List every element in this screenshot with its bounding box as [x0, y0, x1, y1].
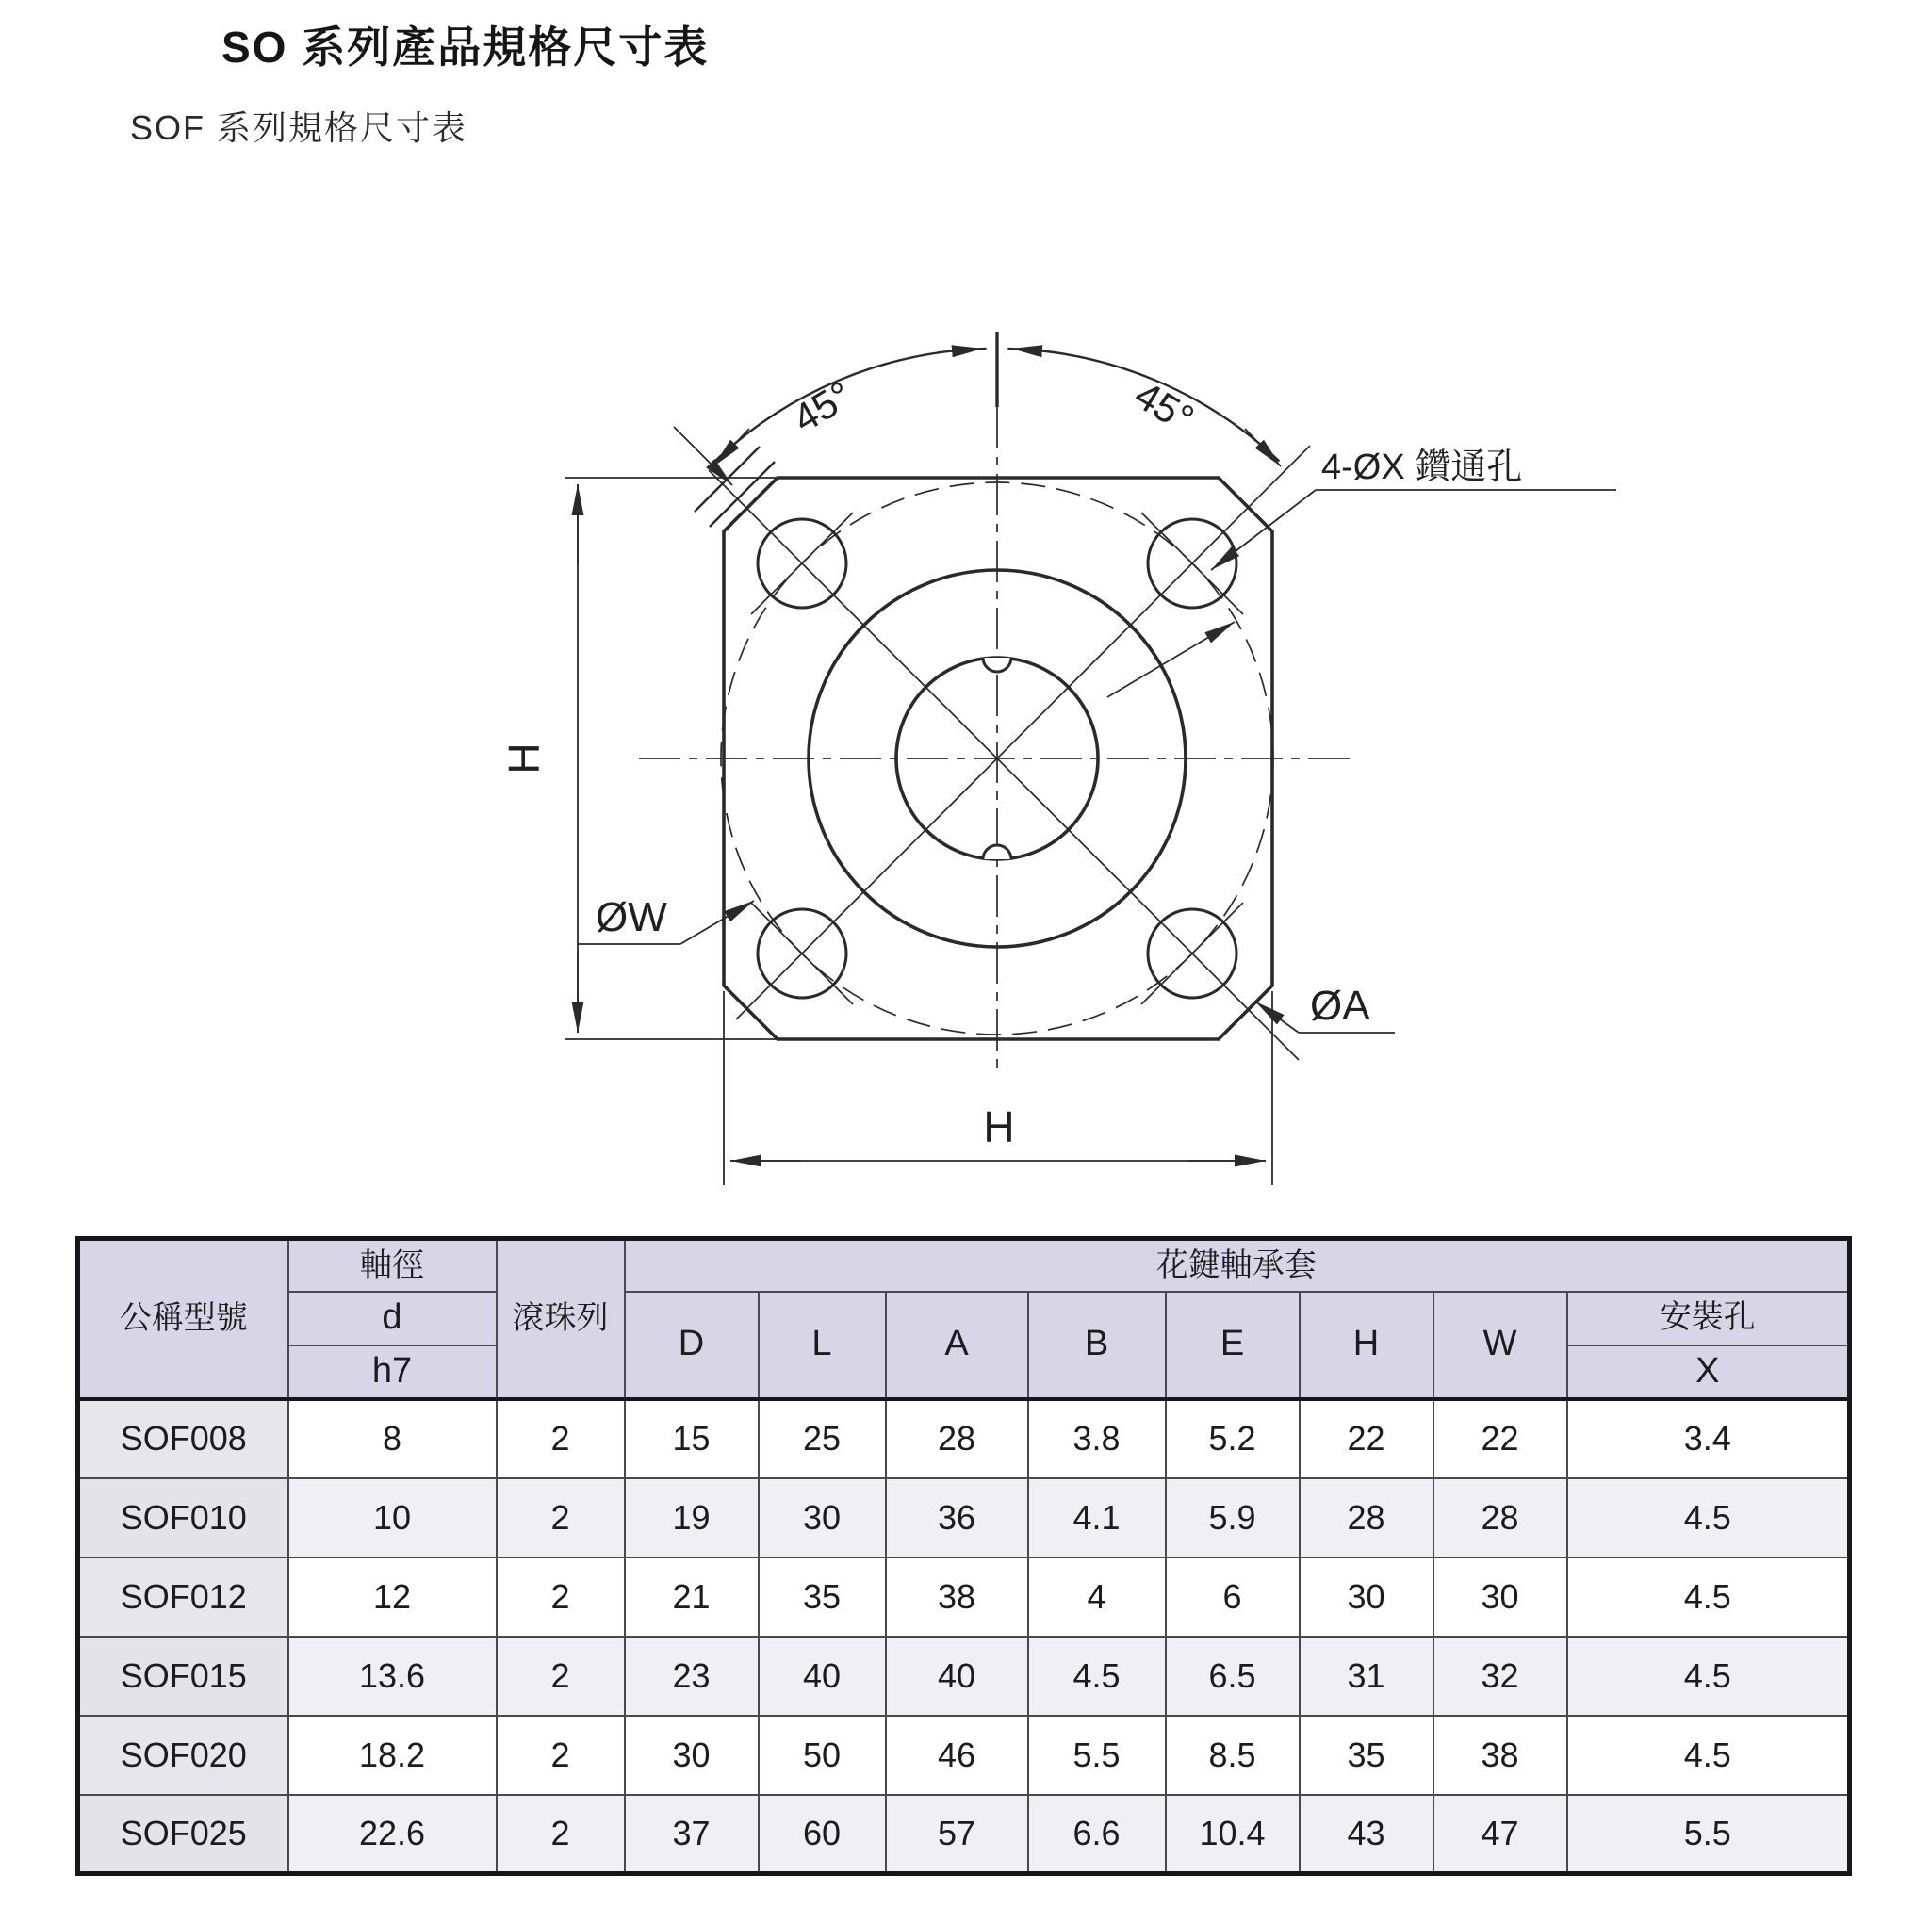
value-cell: 4.5: [1567, 1478, 1850, 1557]
value-cell: 5.5: [1567, 1795, 1850, 1874]
value-cell: 19: [625, 1478, 759, 1557]
value-cell: 4.5: [1028, 1637, 1166, 1716]
value-cell: 10: [288, 1478, 497, 1557]
col-header-D: D: [625, 1292, 759, 1399]
diagonal-centerlines: [709, 446, 1310, 1060]
height-dimension-left: [565, 478, 782, 1039]
value-cell: 5.5: [1028, 1716, 1166, 1795]
value-cell: 8: [288, 1399, 497, 1478]
table-row: [78, 1637, 1850, 1716]
section-subtitle: SOF 系列規格尺寸表: [130, 108, 468, 147]
value-cell: 60: [759, 1795, 886, 1874]
value-cell: 43: [1300, 1795, 1433, 1874]
value-cell: 38: [886, 1557, 1028, 1637]
col-header-spline-nut: 花鍵軸承套: [625, 1239, 1850, 1292]
col-header-ball-rows: 滾珠列: [497, 1239, 625, 1399]
leader-lines: [577, 490, 1616, 1033]
value-cell: 30: [759, 1478, 886, 1557]
width-dimension-bottom: [724, 991, 1272, 1185]
col-header-B: B: [1028, 1292, 1166, 1399]
table-row: [78, 1716, 1850, 1795]
value-cell: 21: [625, 1557, 759, 1637]
value-cell: 22: [1300, 1399, 1433, 1478]
value-cell: 28: [1300, 1478, 1433, 1557]
value-cell: 4.1: [1028, 1478, 1166, 1557]
bolt-hole-top-right: [1148, 519, 1236, 608]
height-label-left: H: [499, 742, 548, 774]
col-header-X: X: [1567, 1345, 1850, 1399]
value-cell: 30: [625, 1716, 759, 1795]
model-cell: SOF012: [78, 1557, 288, 1637]
table-row: [78, 1795, 1850, 1874]
flange-outline: [721, 478, 1273, 1039]
table-row: [78, 1557, 1850, 1637]
value-cell: 2: [497, 1478, 625, 1557]
value-cell: 13.6: [288, 1637, 497, 1716]
value-cell: 8.5: [1166, 1716, 1300, 1795]
width-label-bottom: H: [983, 1102, 1015, 1151]
value-cell: 3.8: [1028, 1399, 1166, 1478]
value-cell: 32: [1433, 1637, 1567, 1716]
model-cell: SOF015: [78, 1637, 288, 1716]
bolt-pitch-circle: [721, 482, 1273, 1035]
value-cell: 4: [1028, 1557, 1166, 1637]
value-cell: 40: [759, 1637, 886, 1716]
centerlines: [639, 332, 1357, 1072]
value-cell: 10.4: [1166, 1795, 1300, 1874]
value-cell: 35: [1300, 1716, 1433, 1795]
flange-octagon: [724, 478, 1272, 1039]
value-cell: 2: [497, 1557, 625, 1637]
angle-dimension-arcs: [674, 349, 1281, 527]
angle-label-left: 45°: [785, 372, 860, 442]
model-cell: SOF020: [78, 1716, 288, 1795]
value-cell: 28: [1433, 1478, 1567, 1557]
value-cell: 2: [497, 1716, 625, 1795]
bolt-hole-top-left: [758, 519, 846, 608]
value-cell: 2: [497, 1795, 625, 1874]
value-cell: 28: [886, 1399, 1028, 1478]
col-header-A: A: [886, 1292, 1028, 1399]
value-cell: 30: [1300, 1557, 1433, 1637]
value-cell: 50: [759, 1716, 886, 1795]
pitch-circle-label: ØW: [596, 894, 667, 940]
value-cell: 22: [1433, 1399, 1567, 1478]
col-header-W: W: [1433, 1292, 1567, 1399]
value-cell: 38: [1433, 1716, 1567, 1795]
value-cell: 22.6: [288, 1795, 497, 1874]
bolt-hole-bottom-right: [1148, 909, 1236, 998]
value-cell: 4.5: [1567, 1557, 1850, 1637]
value-cell: 5.9: [1166, 1478, 1300, 1557]
model-cell: SOF025: [78, 1795, 288, 1874]
value-cell: 5.2: [1166, 1399, 1300, 1478]
col-header-H: H: [1300, 1292, 1433, 1399]
col-header-E: E: [1166, 1292, 1300, 1399]
spec-table-body: [78, 1399, 1850, 1874]
value-cell: 6.5: [1166, 1637, 1300, 1716]
col-header-L: L: [759, 1292, 886, 1399]
model-cell: SOF008: [78, 1399, 288, 1478]
angle-label-right: 45°: [1127, 372, 1202, 442]
keyway-notch-bottom: [983, 845, 1011, 859]
keyway-notch-top: [983, 658, 1011, 672]
value-cell: 18.2: [288, 1716, 497, 1795]
value-cell: 6: [1166, 1557, 1300, 1637]
value-cell: 3.4: [1567, 1399, 1850, 1478]
table-row: [78, 1399, 1850, 1478]
corner-circle-label: ØA: [1310, 983, 1370, 1029]
table-row: [78, 1478, 1850, 1557]
bore-circle: [896, 658, 1098, 859]
col-header-mount-hole: 安裝孔: [1567, 1292, 1850, 1345]
value-cell: 46: [886, 1716, 1028, 1795]
col-header-h7: h7: [288, 1345, 497, 1399]
value-cell: 23: [625, 1637, 759, 1716]
value-cell: 4.5: [1567, 1716, 1850, 1795]
value-cell: 36: [886, 1478, 1028, 1557]
value-cell: 25: [759, 1399, 886, 1478]
value-cell: 15: [625, 1399, 759, 1478]
value-cell: 6.6: [1028, 1795, 1166, 1874]
value-cell: 2: [497, 1399, 625, 1478]
col-header-d: d: [288, 1292, 497, 1345]
model-cell: SOF010: [78, 1478, 288, 1557]
bolt-hole-bottom-left: [758, 909, 846, 998]
col-header-shaft-dia: 軸徑: [288, 1239, 497, 1292]
value-cell: 37: [625, 1795, 759, 1874]
col-header-model: 公稱型號: [78, 1239, 288, 1399]
value-cell: 30: [1433, 1557, 1567, 1637]
value-cell: 2: [497, 1637, 625, 1716]
sof-spec-table: [75, 1236, 1852, 1876]
value-cell: 12: [288, 1557, 497, 1637]
value-cell: 40: [886, 1637, 1028, 1716]
value-cell: 4.5: [1567, 1637, 1850, 1716]
value-cell: 31: [1300, 1637, 1433, 1716]
value-cell: 57: [886, 1795, 1028, 1874]
boss-circle: [809, 570, 1186, 947]
hole-callout-label: 4-ØX 鑽通孔: [1321, 448, 1523, 487]
value-cell: 35: [759, 1557, 886, 1637]
page-title: SO 系列產品規格尺寸表: [221, 23, 710, 72]
value-cell: 47: [1433, 1795, 1567, 1874]
